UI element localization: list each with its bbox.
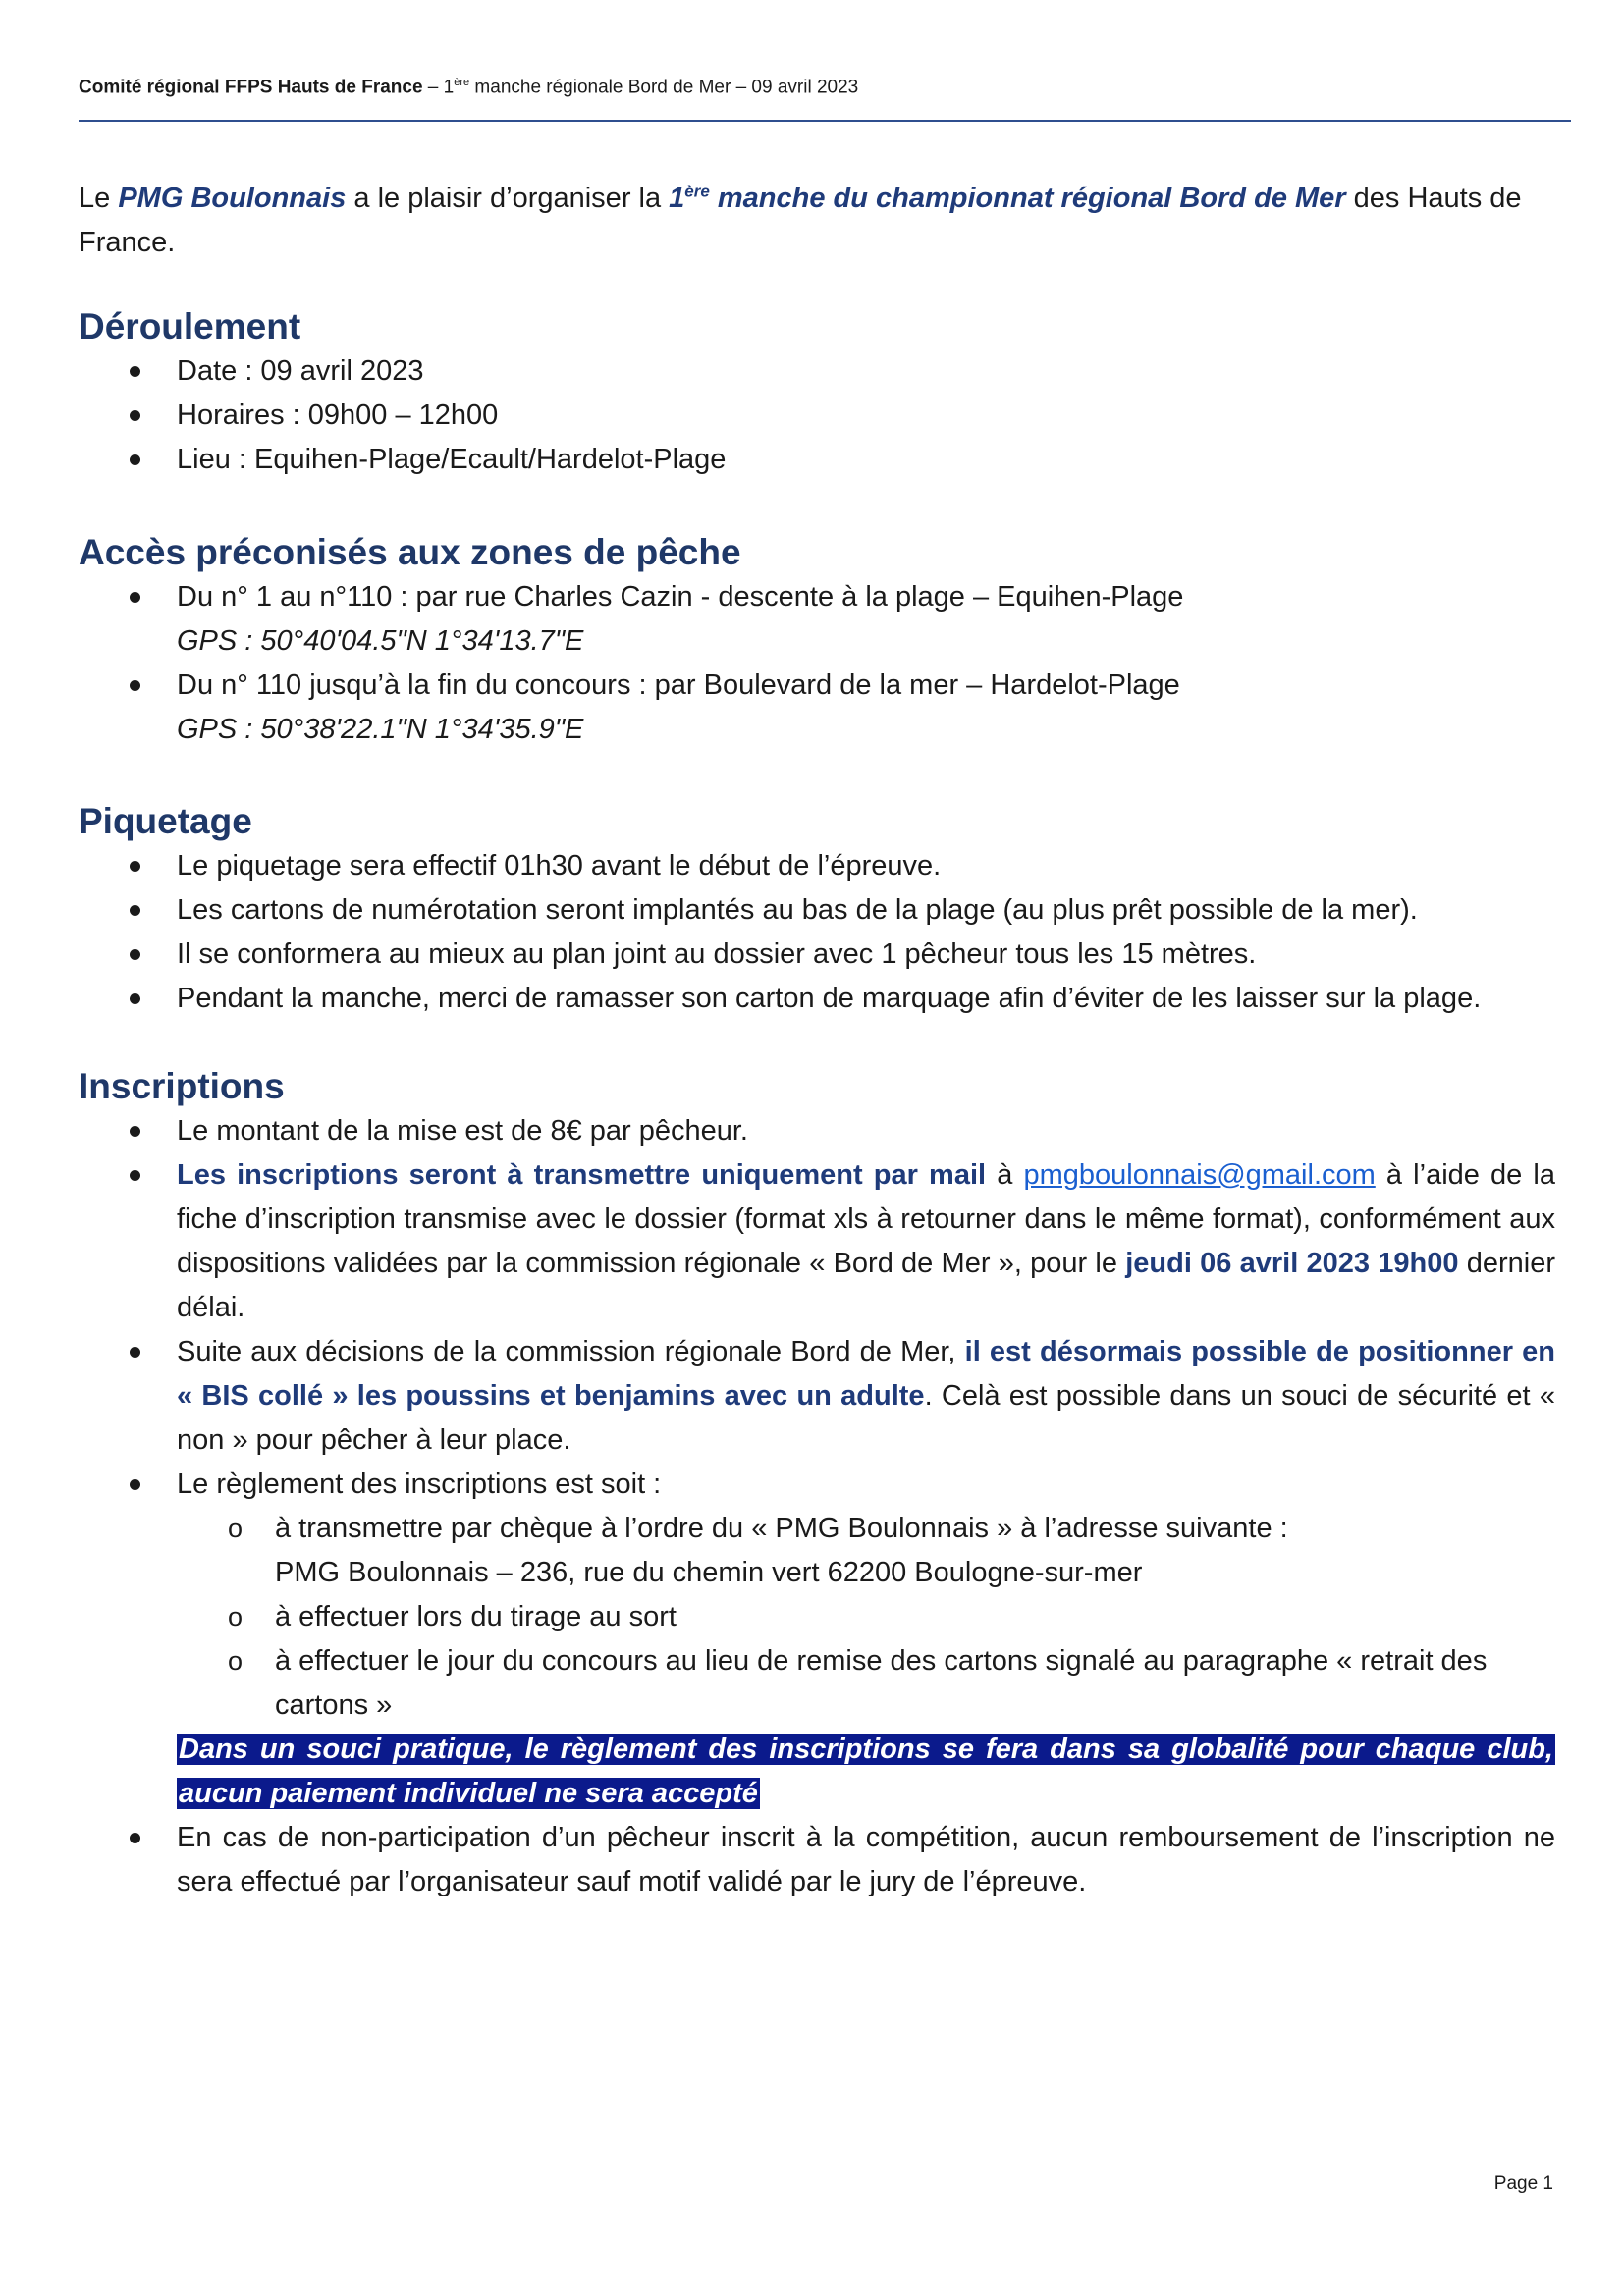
list-item: Date : 09 avril 2023: [79, 349, 1555, 394]
bullet-icon: [130, 861, 140, 872]
bullet-icon: [130, 1126, 140, 1137]
intro-paragraph: Le PMG Boulonnais a le plaisir d’organiser la 1ère manche du championnat régional Bord de Mer des Hauts de France.: [79, 182, 1522, 258]
bullet-icon: [130, 680, 140, 691]
bullet-icon: [130, 1479, 140, 1490]
document-body: [79, 177, 1555, 1904]
piquetage-list: [79, 844, 1555, 1021]
sub-list-item: o à effectuer lors du tirage au sort: [177, 1595, 1555, 1639]
circle-bullet-icon: o: [228, 1514, 244, 1543]
circle-bullet-icon: o: [228, 1602, 244, 1631]
list-item: En cas de non-participation d’un pêcheur inscrit à la compétition, aucun remboursement de l’inscription ne sera effectué par l’organisateur sauf motif validé par le jury de l’épreuve.: [79, 1816, 1555, 1904]
list-item: Il se conformera au mieux au plan joint au dossier avec 1 pêcheur tous les 15 mètres.: [79, 933, 1555, 977]
list-item: Lieu : Equihen-Plage/Ecault/Hardelot-Plage: [79, 438, 1555, 482]
list-item: Pendant la manche, merci de ramasser son carton de marquage afin d’éviter de les laisser sur la plage.: [79, 977, 1555, 1021]
club-name: PMG Boulonnais: [118, 183, 347, 214]
sub-list-item: o à effectuer le jour du concours au lieu de remise des cartons signalé au paragraphe « retrait des cartons »: [177, 1639, 1555, 1728]
bullet-icon: [130, 993, 140, 1004]
bullet-icon: [130, 1833, 140, 1843]
list-item: Le piquetage sera effectif 01h30 avant le début de l’épreuve.: [79, 844, 1555, 888]
bullet-icon: [130, 1347, 140, 1358]
gps-coordinates: GPS : 50°38'22.1"N 1°34'35.9"E: [177, 714, 584, 745]
bullet-icon: [130, 905, 140, 916]
list-item: Les inscriptions seront à transmettre uniquement par mail à pmgboulonnais@gmail.com à l’aide de la fiche d’inscription transmise avec le dossier (format xls à retourner dans le même format), conformément aux dispositions validées par la commission régionale « Bord de Mer », pour le jeudi 06 avril 2023 19h00 dernier délai.: [79, 1153, 1555, 1330]
acces-list: [79, 575, 1555, 752]
list-item: Horaires : 09h00 – 12h00: [79, 394, 1555, 438]
section-title-deroulement: Déroulement: [79, 306, 301, 347]
page-header: Comité régional FFPS Hauts de France – 1ère manche régionale Bord de Mer – 09 avril 2023: [79, 77, 859, 98]
bullet-icon: [130, 592, 140, 603]
payment-notice: [177, 1728, 1555, 1816]
list-item: Suite aux décisions de la commission régionale Bord de Mer, il est désormais possible de positionner en « BIS collé » les poussins et benjamins avec un adulte. Celà est possible dans un souci de sécurité et « non » pour pêcher à leur place.: [79, 1330, 1555, 1463]
inscriptions-list: [79, 1109, 1555, 1904]
deroulement-list: [79, 349, 1555, 482]
list-item: Du n° 1 au n°110 : par rue Charles Cazin - descente à la plage – Equihen-Plage GPS : 50°40'04.5"N 1°34'13.7"E: [79, 575, 1555, 664]
bullet-icon: [130, 454, 140, 465]
sub-list-item: o à transmettre par chèque à l’ordre du « PMG Boulonnais » à l’adresse suivante : PMG Boulonnais – 236, rue du chemin vert 62200 Boulogne-sur-mer: [177, 1507, 1555, 1595]
deadline: jeudi 06 avril 2023 19h00: [1125, 1248, 1459, 1279]
bullet-icon: [130, 1170, 140, 1181]
postal-address: PMG Boulonnais – 236, rue du chemin vert 62200 Boulogne-sur-mer: [275, 1557, 1143, 1588]
bullet-icon: [130, 410, 140, 421]
list-item: Du n° 110 jusqu’à la fin du concours : par Boulevard de la mer – Hardelot-Plage GPS : 50°38'22.1"N 1°34'35.9"E: [79, 664, 1555, 752]
section-title-acces: Accès préconisés aux zones de pêche: [79, 532, 741, 572]
circle-bullet-icon: o: [228, 1646, 244, 1676]
payment-options-list: [177, 1507, 1555, 1728]
bullet-icon: [130, 366, 140, 377]
email-link[interactable]: pmgboulonnais@gmail.com: [1023, 1159, 1376, 1191]
list-item: Le montant de la mise est de 8€ par pêcheur.: [79, 1109, 1555, 1153]
list-item: Le règlement des inscriptions est soit : o à transmettre par chèque à l’ordre du « PMG Boulonnais » à l’adresse suivante : PMG Boulonnais – 236, rue du chemin vert 62200 Boulogne-sur-mer o à effectuer lors du tirage au sort o à effectuer le jour du concours au lieu de remise des cartons signalé au paragraphe « retrait des cartons » Dans un souci pratique, le règlement des inscriptions se fera dans sa globalité pour chaque club, aucun paiement individuel ne sera accepté: [79, 1463, 1555, 1816]
page-number: Page 1: [1493, 2173, 1553, 2194]
gps-coordinates: GPS : 50°40'04.5"N 1°34'13.7"E: [177, 625, 584, 657]
bullet-icon: [130, 949, 140, 960]
header-org: Comité régional FFPS Hauts de France: [79, 77, 423, 98]
section-title-piquetage: Piquetage: [79, 801, 252, 841]
highlighted-notice: Dans un souci pratique, le règlement des inscriptions se fera dans sa globalité pour chaque club, aucun paiement individuel ne sera accepté: [179, 1734, 1553, 1809]
list-item: Les cartons de numérotation seront implantés au bas de la plage (au plus prêt possible de la mer).: [79, 888, 1555, 933]
section-title-inscriptions: Inscriptions: [79, 1066, 285, 1106]
header-divider: [79, 120, 1571, 122]
